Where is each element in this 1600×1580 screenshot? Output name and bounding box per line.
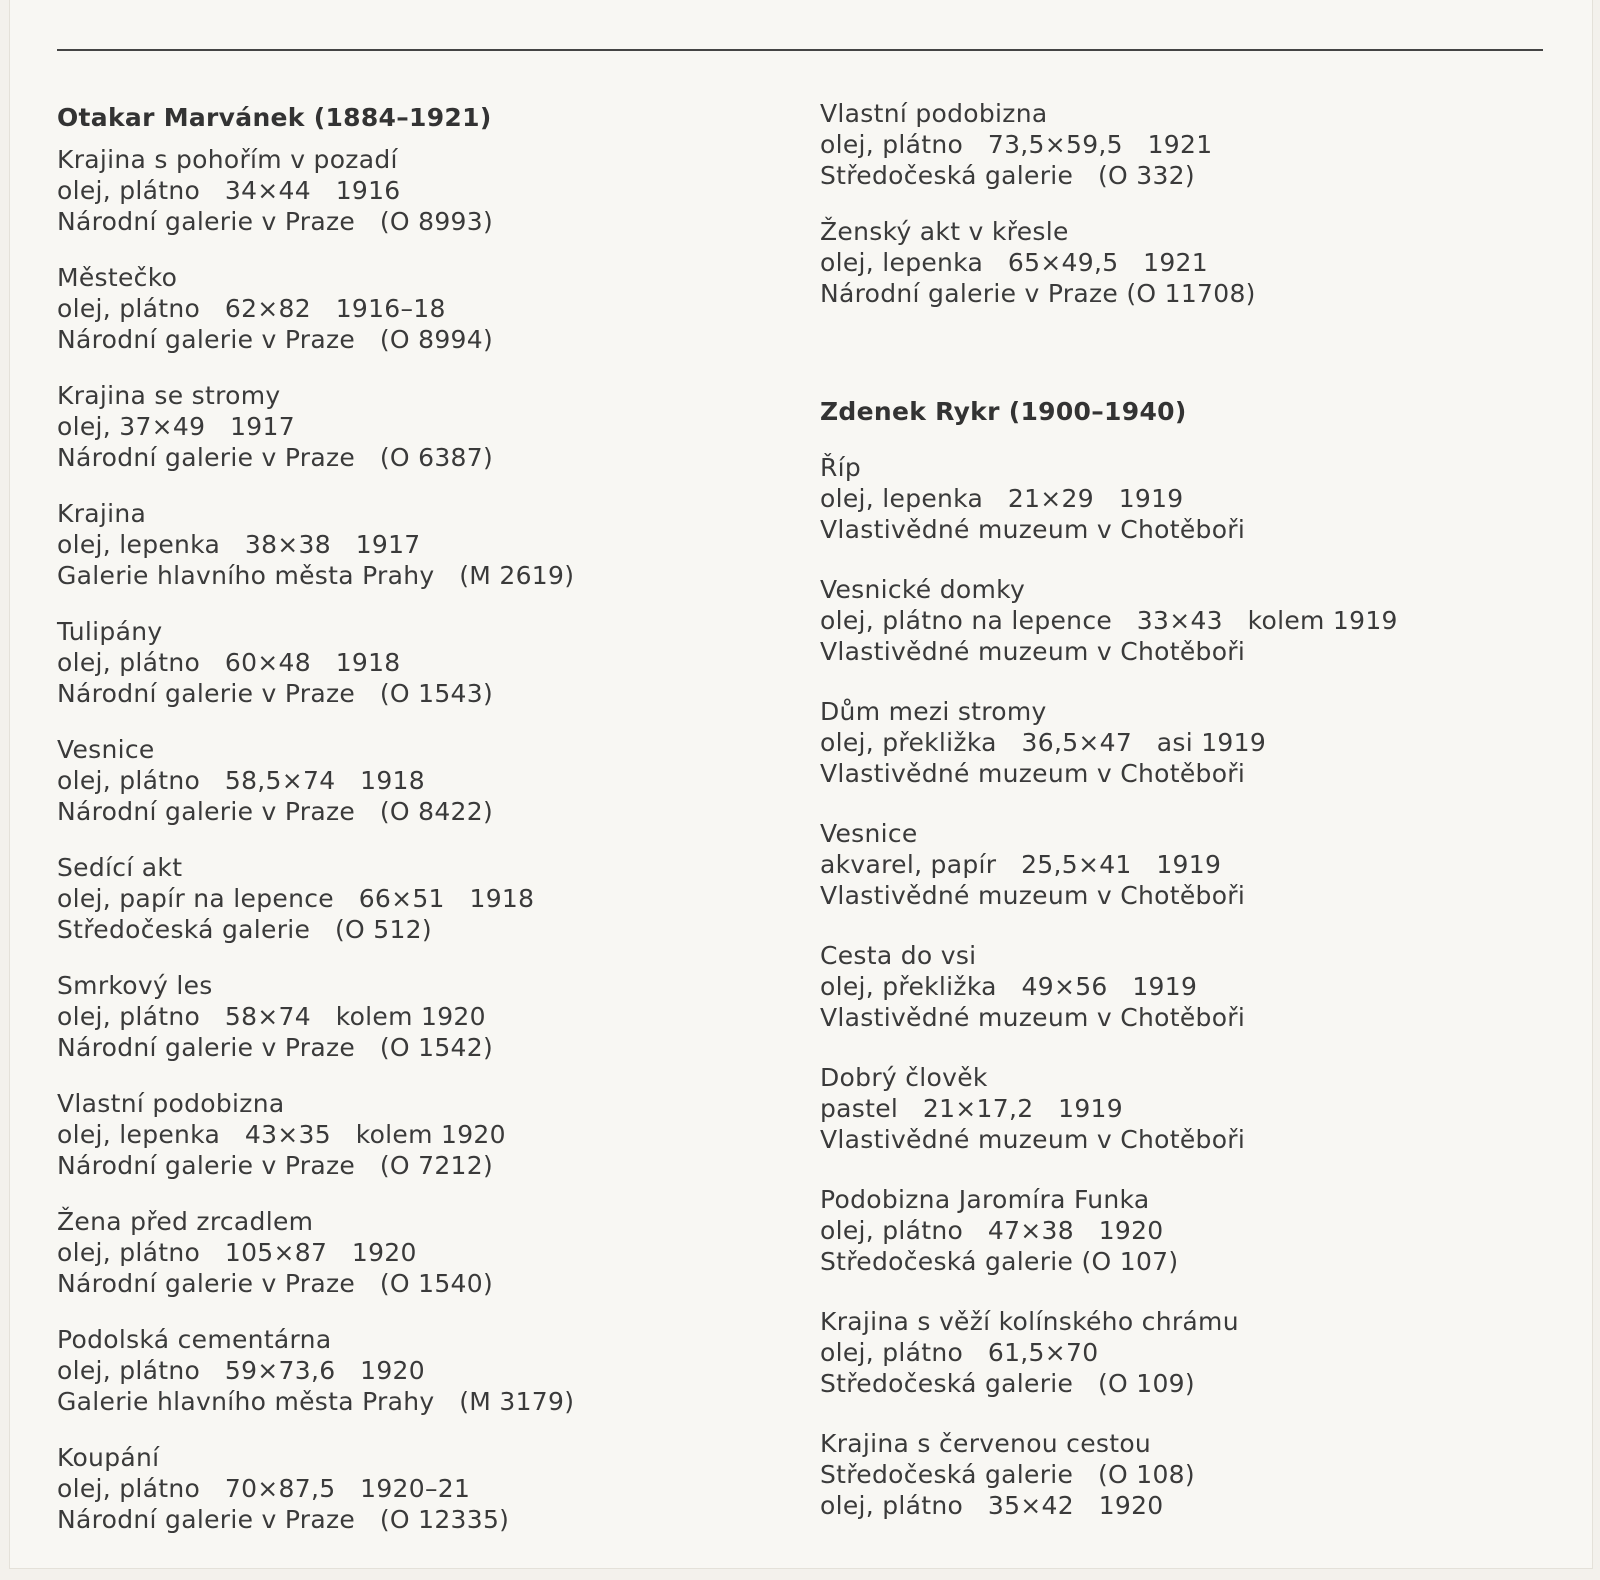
entry-collection: Galerie hlavního města Prahy (M 3179) — [57, 1387, 575, 1416]
catalog-entry — [57, 1206, 777, 1299]
left-column — [57, 98, 777, 1560]
entry-title: Vlastní podobizna — [820, 99, 1048, 128]
entry-title: Podobizna Jaromíra Funka — [820, 1185, 1150, 1214]
entry-title: Říp — [820, 453, 862, 482]
catalog-entry — [57, 1088, 777, 1181]
entry-details: olej, překližka 49×56 1919 — [820, 972, 1198, 1001]
catalog-entry — [57, 144, 777, 237]
entry-title: Sedící akt — [57, 853, 183, 882]
entry-details: olej, plátno 62×82 1916–18 — [57, 294, 446, 323]
catalog-entry — [820, 696, 1540, 789]
entry-details: olej, plátno 105×87 1920 — [57, 1238, 417, 1267]
entry-title: Dobrý člověk — [820, 1063, 988, 1092]
entry-collection: Národní galerie v Praze (O 11708) — [820, 279, 1256, 308]
catalog-entry — [57, 380, 777, 473]
entry-title: Krajina s věží kolínského chrámu — [820, 1307, 1239, 1336]
entry-details: olej, plátno 58×74 kolem 1920 — [57, 1002, 486, 1031]
entry-title: Vesnice — [57, 735, 155, 764]
entry-title: Krajina — [57, 499, 147, 528]
catalog-entry — [820, 216, 1540, 309]
entry-details: olej, lepenka 38×38 1917 — [57, 530, 421, 559]
entry-collection: Vlastivědné muzeum v Chotěboři — [820, 881, 1246, 910]
entry-collection: Středočeská galerie (O 108) — [820, 1460, 1195, 1489]
catalog-entry — [820, 1062, 1540, 1155]
entry-title: Krajina s pohořím v pozadí — [57, 145, 398, 174]
entry-title: Městečko — [57, 263, 178, 292]
right-column — [820, 98, 1540, 1550]
entry-collection: Středočeská galerie (O 332) — [820, 161, 1195, 190]
entry-collection: Vlastivědné muzeum v Chotěboři — [820, 637, 1246, 666]
entry-details: olej, plátno na lepence 33×43 kolem 1919 — [820, 606, 1398, 635]
catalog-entry — [57, 734, 777, 827]
catalog-entry — [820, 452, 1540, 545]
entry-collection: Národní galerie v Praze (O 1543) — [57, 679, 493, 708]
catalog-entry — [820, 1306, 1540, 1399]
entry-details: olej, plátno 60×48 1918 — [57, 648, 401, 677]
entry-title: Podolská cementárna — [57, 1325, 332, 1354]
entry-details: olej, plátno 59×73,6 1920 — [57, 1356, 425, 1385]
entry-title: Vesnické domky — [820, 575, 1026, 604]
entry-title: Smrkový les — [57, 971, 213, 1000]
entry-collection: Národní galerie v Praze (O 1540) — [57, 1269, 493, 1298]
entry-details: akvarel, papír 25,5×41 1919 — [820, 850, 1222, 879]
catalog-entry — [820, 98, 1540, 191]
entry-collection: Národní galerie v Praze (O 7212) — [57, 1151, 493, 1180]
entry-collection: Národní galerie v Praze (O 12335) — [57, 1505, 510, 1534]
catalog-entry — [820, 1428, 1540, 1521]
entry-title: Žena před zrcadlem — [57, 1207, 314, 1236]
author-heading: Zdenek Rykr (1900–1940) — [820, 397, 1187, 426]
entry-collection: Národní galerie v Praze (O 1542) — [57, 1033, 493, 1062]
entry-collection: Středočeská galerie (O 107) — [820, 1247, 1179, 1276]
entry-title: Cesta do vsi — [820, 941, 977, 970]
entry-details: olej, překližka 36,5×47 asi 1919 — [820, 728, 1267, 757]
entry-collection: Vlastivědné muzeum v Chotěboři — [820, 515, 1246, 544]
entry-details: olej, 37×49 1917 — [57, 412, 295, 441]
entry-collection: Vlastivědné muzeum v Chotěboři — [820, 759, 1246, 788]
catalog-entry — [57, 1324, 777, 1417]
entry-title: Dům mezi stromy — [820, 697, 1047, 726]
entry-collection: Galerie hlavního města Prahy (M 2619) — [57, 561, 575, 590]
entry-title: Krajina se stromy — [57, 381, 281, 410]
author-heading: Otakar Marvánek (1884–1921) — [57, 103, 492, 132]
top-rule — [57, 49, 1543, 51]
entry-details: olej, plátno 58,5×74 1918 — [57, 766, 425, 795]
catalog-entry — [820, 574, 1540, 667]
catalog-entry — [820, 1184, 1540, 1277]
entry-collection: Středočeská galerie (O 512) — [57, 915, 432, 944]
entry-details: olej, plátno 35×42 1920 — [820, 1491, 1164, 1520]
entry-details: pastel 21×17,2 1919 — [820, 1094, 1123, 1123]
entry-details: olej, lepenka 43×35 kolem 1920 — [57, 1120, 506, 1149]
entry-details: olej, plátno 61,5×70 — [820, 1338, 1099, 1367]
entry-details: olej, lepenka 65×49,5 1921 — [820, 248, 1208, 277]
catalog-entry — [57, 262, 777, 355]
entry-collection: Národní galerie v Praze (O 8422) — [57, 797, 493, 826]
entry-collection: Národní galerie v Praze (O 8994) — [57, 325, 493, 354]
entry-collection: Vlastivědné muzeum v Chotěboři — [820, 1003, 1246, 1032]
entry-collection: Vlastivědné muzeum v Chotěboři — [820, 1125, 1246, 1154]
catalog-entry — [820, 818, 1540, 911]
entry-title: Koupání — [57, 1443, 160, 1472]
entry-collection: Středočeská galerie (O 109) — [820, 1369, 1195, 1398]
entry-details: olej, papír na lepence 66×51 1918 — [57, 884, 535, 913]
catalog-entry — [57, 852, 777, 945]
catalog-entry — [57, 1442, 777, 1535]
catalog-entry — [57, 970, 777, 1063]
entry-details: olej, plátno 47×38 1920 — [820, 1216, 1164, 1245]
entry-details: olej, plátno 70×87,5 1920–21 — [57, 1474, 471, 1503]
catalog-entry — [57, 616, 777, 709]
entry-details: olej, lepenka 21×29 1919 — [820, 484, 1184, 513]
entry-title: Tulipány — [57, 617, 163, 646]
entry-title: Krajina s červenou cestou — [820, 1429, 1152, 1458]
entry-title: Ženský akt v křesle — [820, 217, 1069, 246]
entry-title: Vesnice — [820, 819, 918, 848]
catalog-entry — [820, 940, 1540, 1033]
entry-details: olej, plátno 73,5×59,5 1921 — [820, 130, 1213, 159]
entry-collection: Národní galerie v Praze (O 8993) — [57, 207, 493, 236]
catalog-entry — [57, 498, 777, 591]
entry-collection: Národní galerie v Praze (O 6387) — [57, 443, 493, 472]
entry-title: Vlastní podobizna — [57, 1089, 285, 1118]
entry-details: olej, plátno 34×44 1916 — [57, 176, 401, 205]
